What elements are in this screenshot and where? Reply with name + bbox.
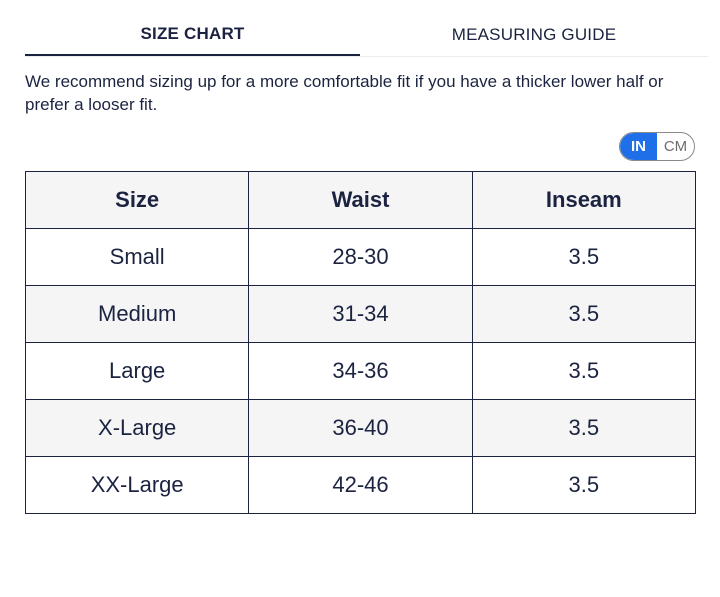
table-header-row: [26, 172, 696, 229]
inseam-cell: 3.5: [472, 343, 695, 400]
table-row: [26, 229, 696, 286]
inseam-cell: 3.5: [472, 457, 695, 514]
sizing-recommendation-text: We recommend sizing up for a more comfortable fit if you have a thicker lower half or prefer a looser fit.: [25, 72, 664, 114]
column-header-waist: Waist: [249, 172, 472, 229]
table-row: [26, 286, 696, 343]
size-cell: XX-Large: [26, 457, 249, 514]
size-cell: Medium: [26, 286, 249, 343]
column-header-size: Size: [26, 172, 249, 229]
unit-toggle[interactable]: [619, 132, 695, 161]
size-cell: Small: [26, 229, 249, 286]
waist-cell: 31-34: [249, 286, 472, 343]
waist-cell: 36-40: [249, 400, 472, 457]
table-row: [26, 457, 696, 514]
tab-bar: [25, 14, 708, 57]
table-row: [26, 400, 696, 457]
inseam-cell: 3.5: [472, 400, 695, 457]
size-cell: Large: [26, 343, 249, 400]
inseam-cell: 3.5: [472, 286, 695, 343]
unit-option-in[interactable]: IN: [620, 133, 657, 160]
size-cell: X-Large: [26, 400, 249, 457]
tab-size-chart[interactable]: SIZE CHART: [25, 14, 360, 56]
unit-option-cm[interactable]: CM: [663, 138, 688, 155]
waist-cell: 34-36: [249, 343, 472, 400]
tab-measuring-guide[interactable]: MEASURING GUIDE: [451, 25, 617, 44]
column-header-inseam: Inseam: [472, 172, 695, 229]
size-chart-table: [25, 171, 696, 514]
waist-cell: 28-30: [249, 229, 472, 286]
inseam-cell: 3.5: [472, 229, 695, 286]
table-row: [26, 343, 696, 400]
waist-cell: 42-46: [249, 457, 472, 514]
